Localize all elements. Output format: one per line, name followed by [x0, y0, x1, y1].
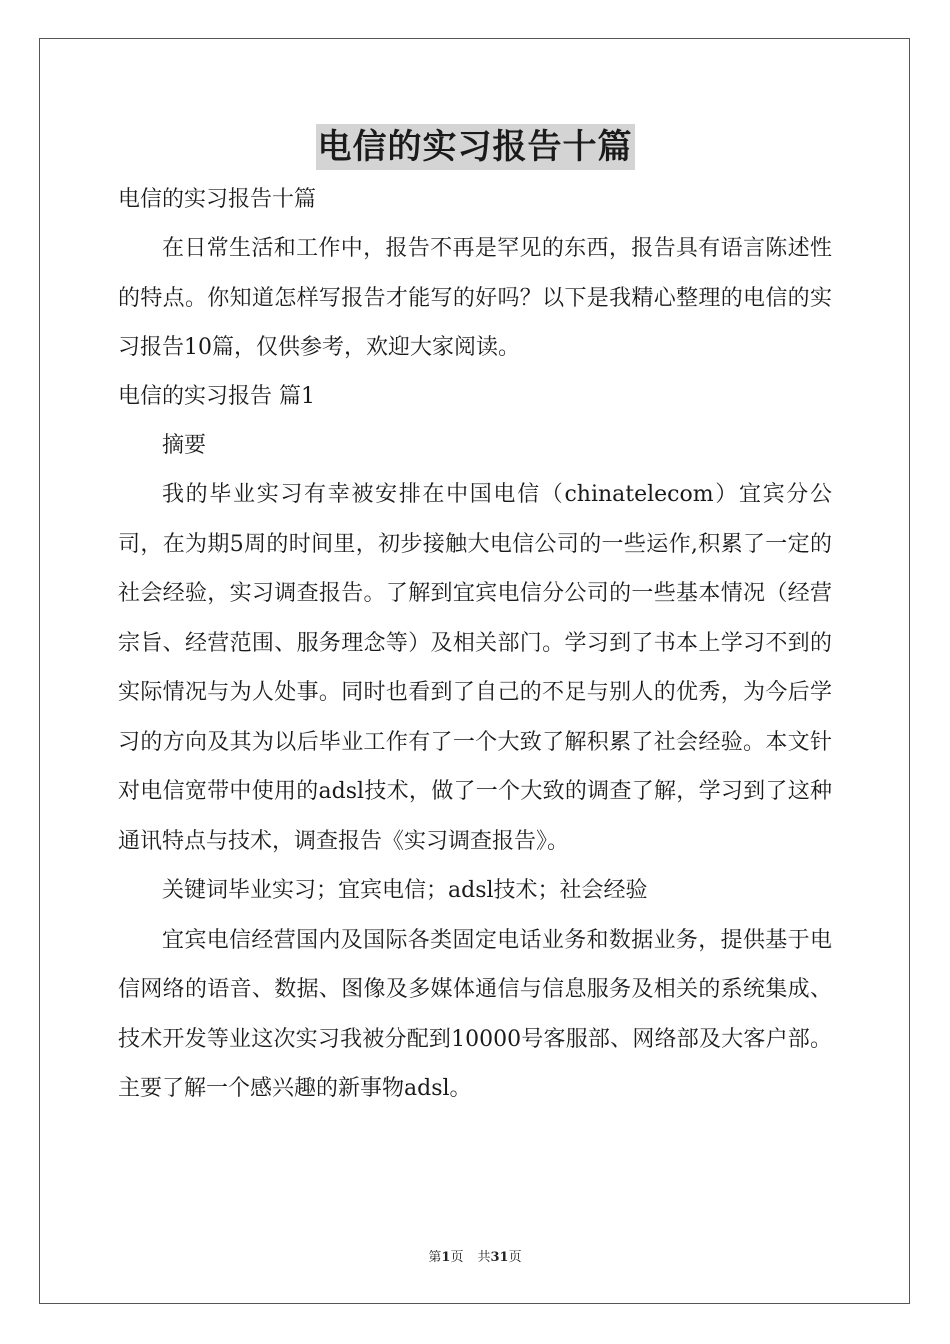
keywords-paragraph: 关键词毕业实习；宜宾电信；adsl技术；社会经验 — [162, 878, 648, 903]
body-paragraph-2: 宜宾电信经营国内及国际各类固定电话业务和数据业务，提供基于电信网络的语音、数据、图像及多媒体通信与信息服务及相关的系统集成、技术开发等业这次实习我被分配到10000号客服部、网络部及大客户部。主要了解一个感兴趣的新事物adsl。 — [118, 927, 832, 1101]
total-prefix: 共 — [477, 1250, 491, 1265]
total-suffix: 页 — [508, 1250, 522, 1265]
document-title: 电信的实习报告十篇 — [316, 124, 635, 170]
document-body — [118, 176, 832, 1114]
page-number: 1 — [441, 1250, 451, 1265]
abstract-heading: 摘要 — [162, 432, 207, 458]
document-subtitle: 电信的实习报告十篇 — [118, 187, 317, 212]
intro-paragraph: 在日常生活和工作中，报告不再是罕见的东西，报告具有语言陈述性的特点。你知道怎样写报告才能写的好吗？以下是我精心整理的电信的实习报告10篇，仅供参考，欢迎大家阅读。 — [118, 236, 832, 360]
total-pages: 31 — [490, 1250, 509, 1265]
body-paragraph-1: 我的毕业实习有幸被安排在中国电信（chinatelecom）宜宾分公司，在为期5周的时间里，初步接触大电信公司的一些运作,积累了一定的社会经验，实习调查报告。了解到宜宾电信分公司的一些基本情况（经营宗旨、经营范围、服务理念等）及相关部门。学习到了书本上学习不到的实际情况与为人处事。同时也看到了自己的不足与别人的优秀，为今后学习的方向及其为以后毕业工作有了一个大致了解积累了社会经验。本文针对电信宽带中使用的adsl技术，做了一个大致的调查了解，学习到了这种通讯特点与技术，调查报告《实习调查报告》。 — [118, 482, 832, 854]
page-prefix: 第 — [428, 1250, 442, 1265]
section-heading: 电信的实习报告 篇1 — [118, 383, 315, 409]
page-footer — [0, 1246, 950, 1265]
title-wrap — [0, 124, 950, 170]
page-suffix: 页 — [450, 1250, 464, 1265]
